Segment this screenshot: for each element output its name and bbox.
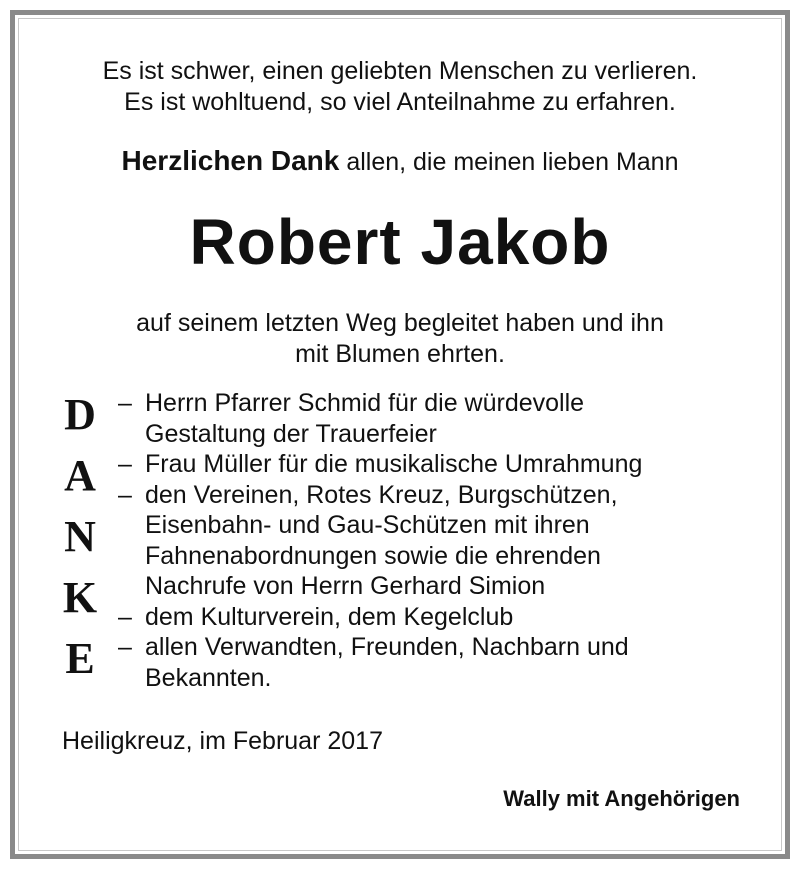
list-item	[118, 449, 758, 480]
list-item	[118, 602, 758, 633]
intro-text	[20, 56, 780, 118]
list-dash: –	[118, 633, 132, 661]
intro-line-1: Es ist schwer, einen geliebten Menschen zu verlieren.	[102, 57, 698, 85]
danke-letter-n: N	[64, 512, 96, 561]
thanks-heading: Herzlichen Dank	[121, 145, 340, 176]
list-item	[118, 632, 758, 693]
danke-vertical-word	[52, 384, 108, 689]
deceased-name: Robert Jakob	[189, 206, 611, 278]
escort-text	[20, 308, 780, 370]
thanks-rest: allen, die meinen lieben Mann	[346, 148, 679, 176]
list-item	[118, 388, 758, 449]
thanks-line	[20, 144, 780, 179]
danke-letter-a: A	[64, 451, 96, 500]
acknowledgement-list	[118, 388, 758, 693]
list-item-line: den Vereinen, Rotes Kreuz, Burgschützen,	[145, 480, 618, 509]
danke-letter-k: K	[62, 573, 98, 622]
signature: Wally mit Angehörigen	[503, 786, 740, 811]
list-item-line: allen Verwandten, Freunden, Nachbarn und	[145, 633, 629, 661]
place-and-date: Heiligkreuz, im Februar 2017	[62, 727, 383, 755]
list-dash: –	[118, 389, 132, 417]
list-item	[118, 480, 758, 602]
list-item-line: Herrn Pfarrer Schmid für die würdevolle	[145, 389, 585, 417]
list-item-line: Eisenbahn- und Gau-Schützen mit ihren	[145, 511, 590, 539]
danke-letter-d: D	[64, 390, 96, 439]
escort-line-1: auf seinem letzten Weg begleitet haben und ihn	[136, 309, 664, 337]
list-dash: –	[118, 602, 132, 631]
list-item-line: Bekannten.	[145, 663, 272, 692]
list-item-line: Fahnenabordnungen sowie die ehrenden	[145, 541, 601, 570]
list-item-line: Frau Müller für die musikalische Umrahmung	[145, 450, 643, 478]
intro-line-2: Es ist wohltuend, so viel Anteilnahme zu erfahren.	[124, 88, 676, 116]
danke-letter-e: E	[65, 634, 95, 683]
list-item-line: dem Kulturverein, dem Kegelclub	[145, 602, 514, 631]
list-item-line: Nachrufe von Herrn Gerhard Simion	[145, 572, 546, 600]
list-dash: –	[118, 450, 132, 478]
list-dash: –	[118, 480, 132, 509]
escort-line-2: mit Blumen ehrten.	[295, 340, 505, 368]
list-item-line: Gestaltung der Trauerfeier	[145, 419, 437, 448]
